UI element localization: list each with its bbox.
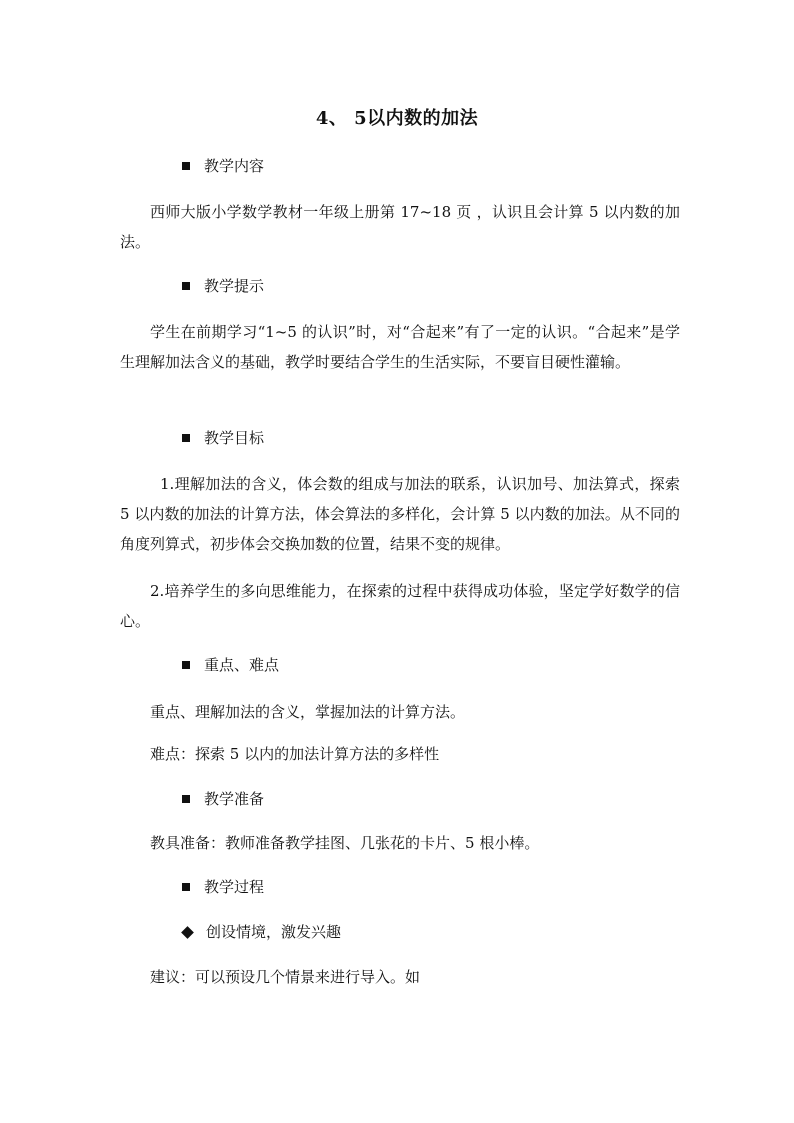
- content-paragraph: 西师大版小学数学教材一年级上册第 17~18 页 ，认识且会计算 5 以内数的加法。: [120, 203, 680, 251]
- section-heading-prep: [182, 789, 264, 809]
- section-heading-keypoints: [182, 655, 279, 675]
- difficulty-line: 难点：探索 5 以内的加法计算方法的多样性: [150, 745, 440, 763]
- diamond-bullet-icon: [181, 926, 194, 939]
- key-point-line: 重点、理解加法的含义，掌握加法的计算方法。: [150, 703, 466, 721]
- section-heading-label: 教学目标: [204, 429, 265, 447]
- section-heading-hint: [182, 276, 264, 296]
- hint-paragraph: 学生在前期学习“1~5 的认识”时，对“合起来”有了一定的认识。“合起来”是学生理解加法含义的基础，教学时要结合学生的生活实际，不要盲目硬性灌输。: [120, 323, 680, 371]
- section-heading-label: 教学过程: [204, 878, 265, 896]
- sub-heading-label: 创设情境，激发兴趣: [206, 923, 342, 941]
- square-bullet-icon: [182, 282, 190, 290]
- square-bullet-icon: [182, 162, 190, 170]
- section-heading-label: 重点、难点: [204, 656, 280, 674]
- section-heading-process: [182, 877, 264, 897]
- section-heading-label: 教学内容: [204, 157, 265, 175]
- section-heading-content: [182, 156, 264, 176]
- square-bullet-icon: [182, 661, 190, 669]
- section-heading-label: 教学提示: [204, 277, 265, 295]
- prep-line: 教具准备：教师准备教学挂图、几张花的卡片、5 根小棒。: [150, 834, 540, 852]
- process-suggestion-line: 建议：可以预设几个情景来进行导入。如: [150, 968, 421, 986]
- sub-heading-scenario: [182, 922, 341, 942]
- goal-2-paragraph: 2.培养学生的多向思维能力，在探索的过程中获得成功体验，坚定学好数学的信心。: [120, 582, 680, 630]
- square-bullet-icon: [182, 795, 190, 803]
- square-bullet-icon: [182, 883, 190, 891]
- section-heading-goals: [182, 428, 264, 448]
- square-bullet-icon: [182, 434, 190, 442]
- page-title: 4、 5以内数的加法: [315, 108, 479, 129]
- section-heading-label: 教学准备: [204, 790, 265, 808]
- goal-1-paragraph: 1.理解加法的含义，体会数的组成与加法的联系，认识加号、加法算式，探索 5 以内数的加法的计算方法，体会算法的多样化，会计算 5 以内数的加法。从不同的角度列算式，初步体会交换加数的位置，结果不变的规律。: [120, 475, 680, 553]
